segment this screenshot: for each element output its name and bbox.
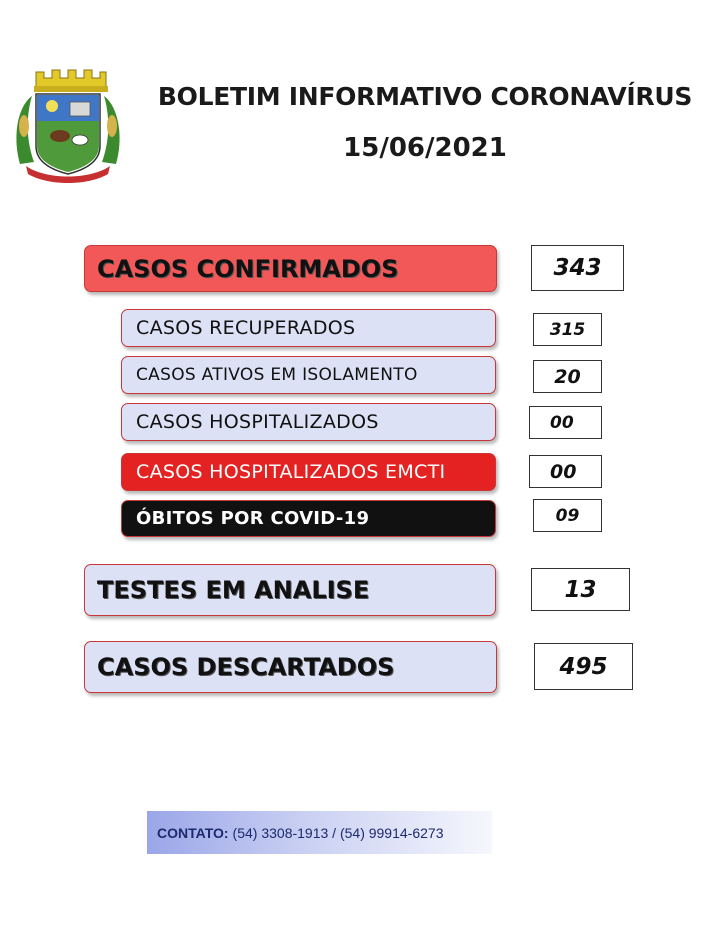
recovered-cases-label: CASOS RECUPERADOS xyxy=(121,309,496,347)
deaths-value: 09 xyxy=(533,499,602,532)
contact-phones: (54) 3308-1913 / (54) 99914-6273 xyxy=(232,824,444,841)
discarded-cases-label: CASOS DESCARTADOS xyxy=(84,641,497,693)
hospitalized-value: 00 xyxy=(529,406,602,439)
report-date: 15/06/2021 xyxy=(343,133,507,163)
contact-label: CONTATO: xyxy=(157,824,229,841)
tests-pending-label: TESTES EM ANALISE xyxy=(84,564,496,616)
active-isolation-label: CASOS ATIVOS EM ISOLAMENTO xyxy=(121,356,496,394)
icu-hospitalized-value: 00 xyxy=(529,455,602,488)
contact-info xyxy=(147,811,492,854)
tests-pending-value: 13 xyxy=(531,568,630,611)
recovered-cases-value: 315 xyxy=(533,313,602,346)
confirmed-cases-value: 343 xyxy=(531,245,624,291)
confirmed-cases-label: CASOS CONFIRMADOS xyxy=(84,245,497,292)
hospitalized-label: CASOS HOSPITALIZADOS xyxy=(121,403,496,441)
active-isolation-value: 20 xyxy=(533,360,602,393)
deaths-label: ÓBITOS POR COVID-19 xyxy=(121,500,496,537)
page-title: BOLETIM INFORMATIVO CORONAVÍRUS xyxy=(157,82,693,111)
discarded-cases-value: 495 xyxy=(534,643,633,690)
municipal-coat-of-arms-icon xyxy=(12,66,124,184)
icu-hospitalized-label: CASOS HOSPITALIZADOS EMCTI xyxy=(121,453,496,491)
